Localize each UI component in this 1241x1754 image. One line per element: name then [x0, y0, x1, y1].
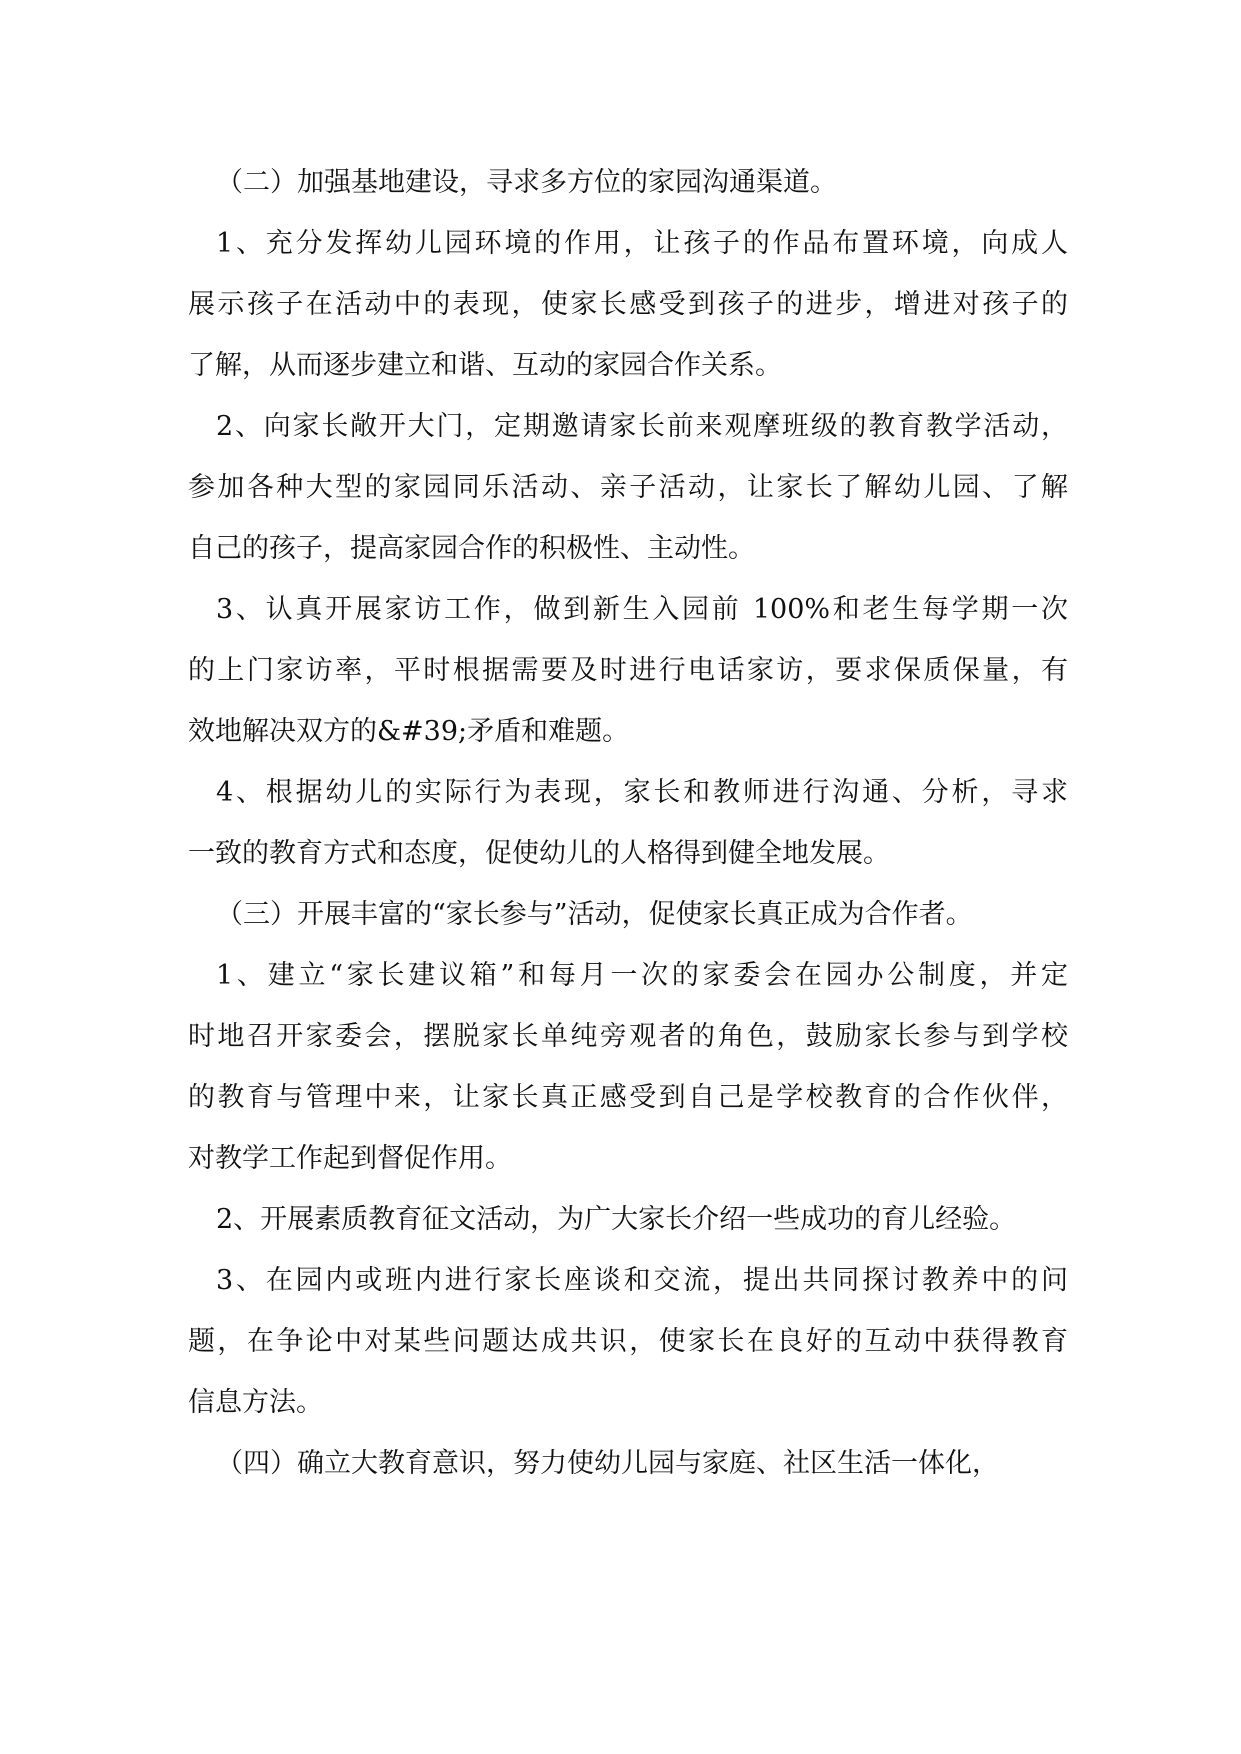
section-heading-4: （四）确立大教育意识，努力使幼儿园与家庭、社区生活一体化，: [216, 1448, 999, 1479]
paragraph-line: 题，在争论中对某些问题达成共识，使家长在良好的互动中获得教育: [188, 1326, 1068, 1357]
paragraph-line: 2、向家长敞开大门，定期邀请家长前来观摩班级的教育教学活动，: [216, 411, 1068, 442]
paragraph-line: 3、在园内或班内进行家长座谈和交流，提出共同探讨教养中的问: [216, 1265, 1068, 1296]
paragraph-line: 展示孩子在活动中的表现，使家长感受到孩子的进步，增进对孩子的: [188, 289, 1068, 320]
paragraph-line: 效地解决双方的&#39;矛盾和难题。: [188, 716, 630, 747]
paragraph-line: 的教育与管理中来，让家长真正感受到自己是学校教育的合作伙伴，: [188, 1082, 1068, 1113]
paragraph-line: 对教学工作起到督促作用。: [188, 1143, 512, 1174]
paragraph-line: 1、建立“家长建议箱”和每月一次的家委会在园办公制度，并定: [216, 960, 1068, 991]
paragraph-line: 了解，从而逐步建立和谐、互动的家园合作关系。: [188, 350, 782, 381]
paragraph-line: 时地召开家委会，摆脱家长单纯旁观者的角色，鼓励家长参与到学校: [188, 1021, 1068, 1052]
paragraph-line: 一致的教育方式和态度，促使幼儿的人格得到健全地发展。: [188, 838, 890, 869]
paragraph-line: 2、开展素质教育征文活动，为广大家长介绍一些成功的育儿经验。: [216, 1204, 1017, 1235]
paragraph-line: 自己的孩子，提高家园合作的积极性、主动性。: [188, 533, 755, 564]
paragraph-line: 信息方法。: [188, 1387, 323, 1418]
paragraph-line: 3、认真开展家访工作，做到新生入园前 100%和老生每学期一次: [216, 594, 1068, 625]
paragraph-line: 4、根据幼儿的实际行为表现，家长和教师进行沟通、分析，寻求: [216, 777, 1068, 808]
paragraph-line: 的上门家访率，平时根据需要及时进行电话家访，要求保质保量，有: [188, 655, 1068, 686]
paragraph-line: 1、充分发挥幼儿园环境的作用，让孩子的作品布置环境，向成人: [216, 228, 1068, 259]
section-heading-2: （二）加强基地建设，寻求多方位的家园沟通渠道。: [216, 167, 837, 198]
section-heading-3: （三）开展丰富的“家长参与”活动，促使家长真正成为合作者。: [216, 899, 973, 930]
paragraph-line: 参加各种大型的家园同乐活动、亲子活动，让家长了解幼儿园、了解: [188, 472, 1068, 503]
